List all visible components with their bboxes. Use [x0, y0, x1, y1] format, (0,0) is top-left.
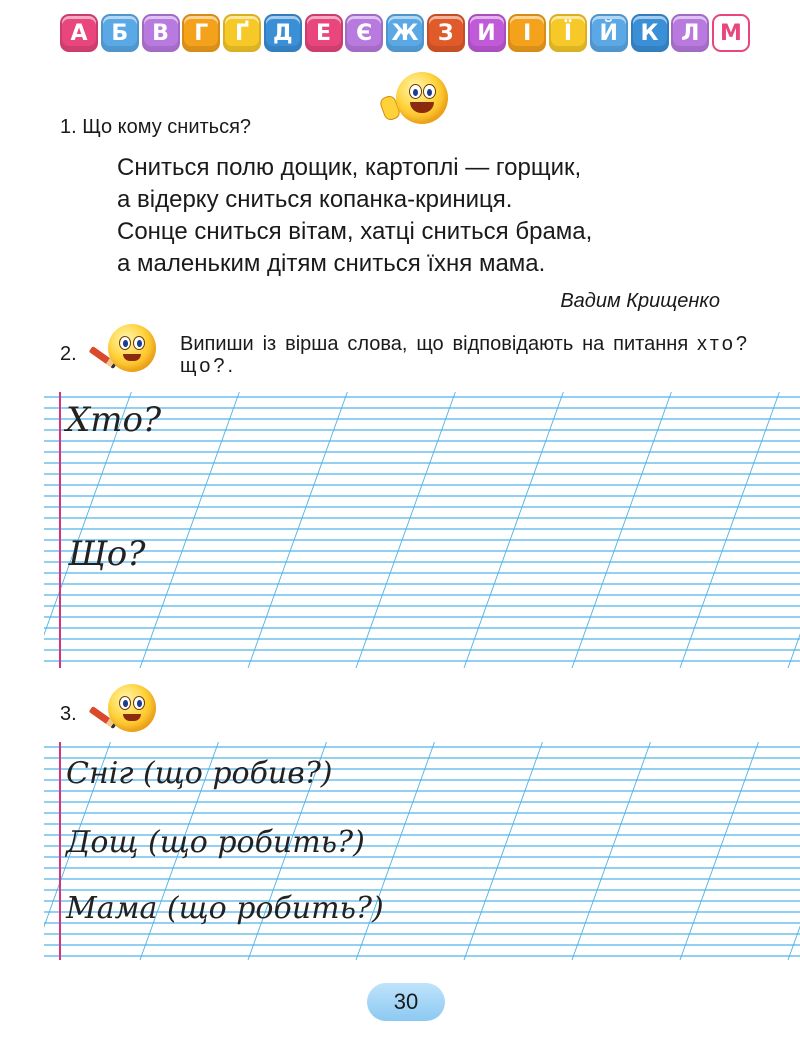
ruled-writing-area-2 [44, 742, 800, 960]
task-2-number: 2. [60, 343, 77, 365]
slant-guide-line [356, 742, 434, 960]
alphabet-letter-tile: Ж [386, 14, 424, 52]
poem [117, 152, 592, 280]
instruction-text: Випиши із вірша слова, що відповідають на питання [180, 333, 698, 355]
alphabet-letter-tile: М [712, 14, 750, 52]
alphabet-letter-tile: Л [671, 14, 709, 52]
slant-guide-line [788, 742, 800, 960]
slant-guide-line [464, 742, 542, 960]
alphabet-letter-tile: Ї [549, 14, 587, 52]
slant-guide-line [572, 742, 650, 960]
alphabet-letter-tile: К [631, 14, 669, 52]
slant-guide-line [572, 392, 671, 668]
poem-line: а маленьким дітям сниться їхня мама. [117, 250, 546, 277]
thumbs-up-emoji-icon [382, 70, 452, 126]
alphabet-letter-tile: В [142, 14, 180, 52]
alphabet-letter-tile: І [508, 14, 546, 52]
alphabet-letter-tile: Й [590, 14, 628, 52]
slant-guide-line [788, 392, 800, 668]
slant-guide-line [464, 392, 563, 668]
alphabet-letter-tile: Г [182, 14, 220, 52]
slant-guide-line [680, 742, 758, 960]
alphabet-letter-tile: Є [345, 14, 383, 52]
cursive-line: Мама (що робить?) [66, 891, 384, 926]
poem-line: Сниться полю дощик, картоплі — горщик, [117, 154, 582, 181]
question-what: що? [180, 355, 228, 377]
slant-guide-line [248, 392, 347, 668]
alphabet-letter-tile: И [468, 14, 506, 52]
cursive-line: Сніг (що робив?) [66, 756, 333, 791]
cursive-word-who: Хто? [66, 400, 162, 440]
ruled-writing-area-1 [44, 392, 800, 668]
slant-guide-line [356, 392, 455, 668]
task-3-number: 3. [60, 703, 77, 725]
poem-author: Вадим Крищенко [560, 290, 720, 312]
alphabet-letter-tile: Д [264, 14, 302, 52]
writing-emoji-icon [82, 320, 162, 382]
writing-emoji-icon [82, 680, 162, 742]
alphabet-letter-tile: Ґ [223, 14, 261, 52]
task-2-instruction: Випиши із вірша слова, що відповідають на питання хто? що?. [180, 333, 750, 377]
poem-line: а відерку сниться копанка-криниця. [117, 186, 513, 213]
alphabet-letter-tile: А [60, 14, 98, 52]
task-1-title: 1. Що кому сниться? [60, 116, 252, 138]
alphabet-letter-tile: Е [305, 14, 343, 52]
slant-guide-line [680, 392, 779, 668]
alphabet-strip [60, 14, 750, 56]
cursive-word-what: Що? [68, 534, 146, 574]
alphabet-letter-tile: Б [101, 14, 139, 52]
page-number: 30 [367, 983, 445, 1021]
cursive-line: Дощ (що робить?) [66, 825, 365, 860]
poem-line: Сонце сниться вітам, хатці сниться брама, [117, 218, 593, 245]
question-who: хто? [697, 333, 750, 355]
alphabet-letter-tile: З [427, 14, 465, 52]
